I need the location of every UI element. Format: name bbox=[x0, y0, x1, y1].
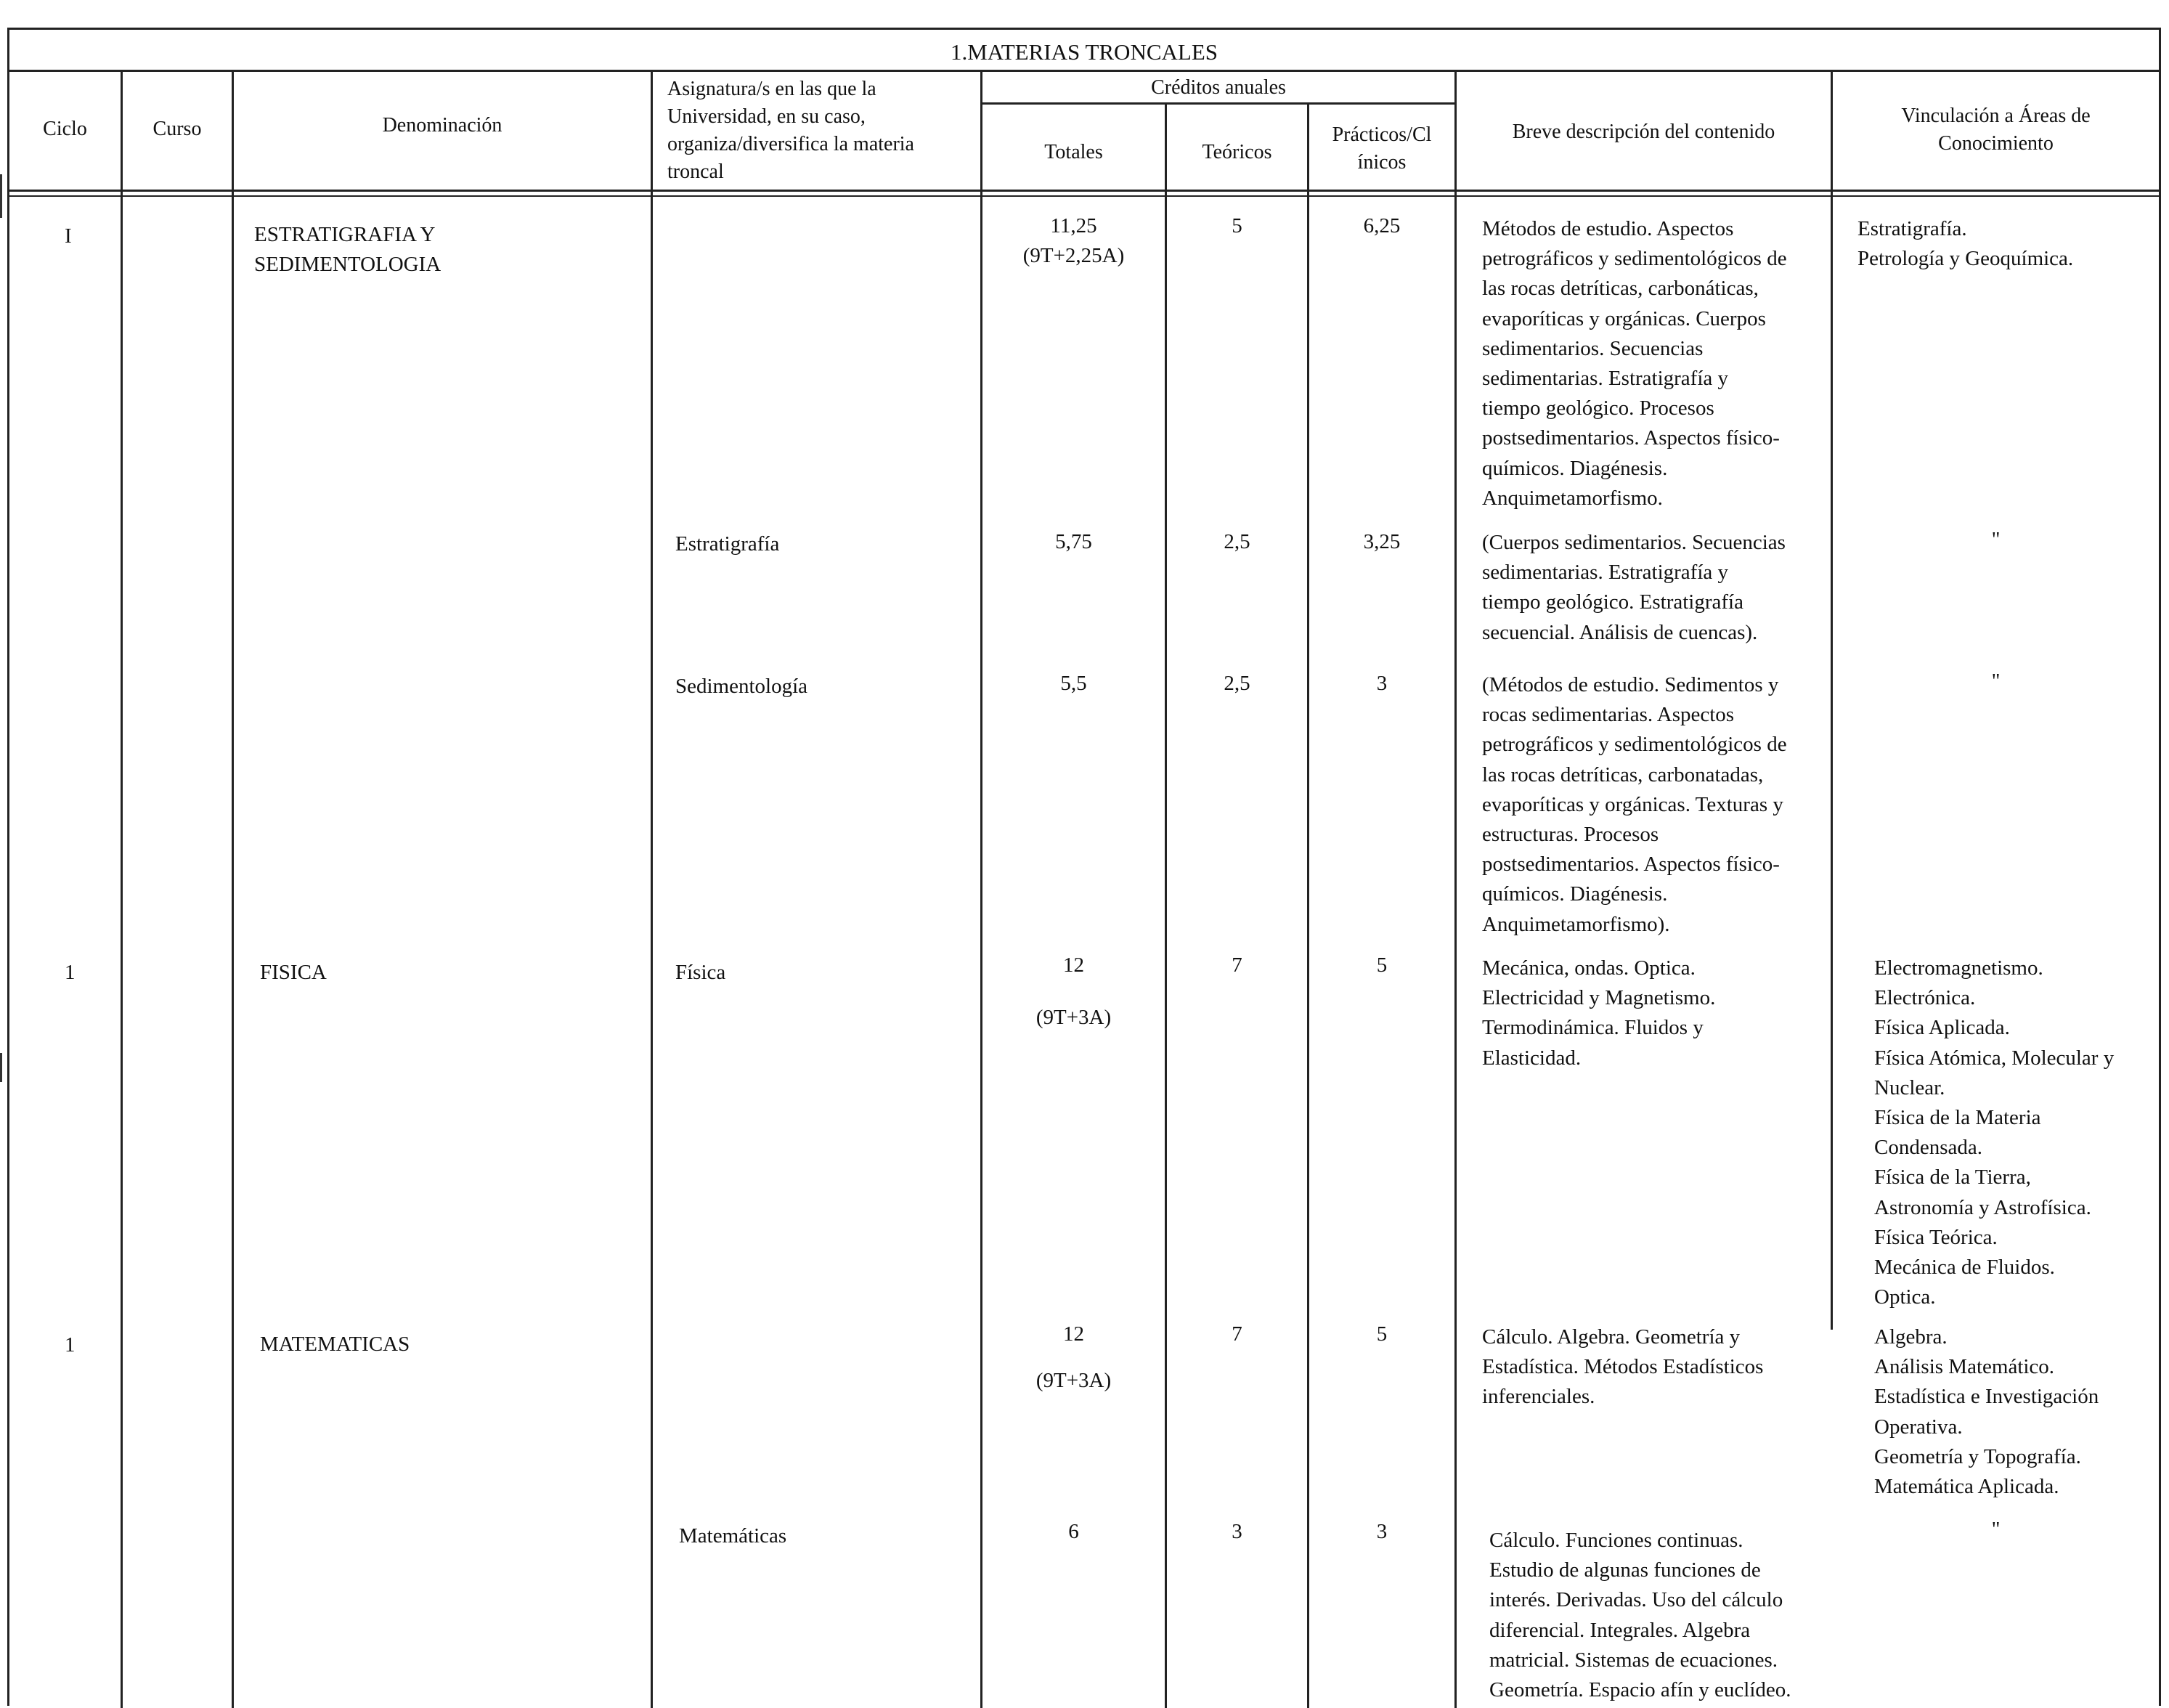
table-frame bbox=[7, 28, 2161, 1706]
cell-practicos: 3,25 bbox=[1363, 530, 1401, 553]
cell-totales-detail: (9T+3A) bbox=[1035, 1006, 1112, 1029]
cell-asignatura: Física bbox=[675, 961, 726, 984]
cell-descripcion: Métodos de estudio. Aspectos petrográficos y sedimentológicos de las rocas detríticas, carbonáticas, evaporíticas y orgánicas. Cuerpos sedimentarios. Secuencias sedimentarias. Estratigrafía y tiempo geológico. Procesos postsedimentarios. Aspectos físico- químicos. Diagénesis. Anquimetamorfismo. bbox=[1482, 217, 1787, 510]
header-ciclo: Ciclo bbox=[43, 118, 87, 140]
cell-vinculacion: Electromagnetismo. Electrónica. Física Aplicada. Física Atómica, Molecular y Nuclear. Física de la Materia Condensada. Física de la Tierra, Astronomía y Astrofísica. Física Teórica. Mecánica de Fluidos. Optica. bbox=[1874, 956, 2115, 1309]
cell-asignatura: Sedimentología bbox=[675, 675, 808, 698]
col-rule-asignatura bbox=[980, 70, 982, 1708]
cell-descripcion: Mecánica, ondas. Optica. Electricidad y Magnetismo. Termodinámica. Fluidos y Elasticidad. bbox=[1482, 956, 1716, 1070]
col-rule-curso bbox=[232, 70, 234, 1708]
header-creditos: Créditos anuales bbox=[1151, 76, 1286, 99]
header-descripcion: Breve descripción del contenido bbox=[1512, 121, 1775, 143]
header-totales: Totales bbox=[1044, 141, 1103, 163]
cell-vinculacion: Algebra. Análisis Matemático. Estadística e Investigación Operativa. Geometría y Topografía. Matemática Aplicada. bbox=[1874, 1325, 2099, 1499]
cell-practicos: 3 bbox=[1376, 672, 1388, 695]
cell-teoricos: 7 bbox=[1232, 953, 1242, 977]
cell-practicos: 5 bbox=[1376, 1322, 1388, 1346]
rule-under-header-2 bbox=[9, 195, 2159, 197]
scan-edge-mark bbox=[0, 174, 2, 218]
cell-teoricos: 2,5 bbox=[1224, 530, 1250, 553]
cell-totales: 5,5 bbox=[1060, 672, 1087, 695]
cell-ciclo: I bbox=[65, 224, 72, 248]
cell-totales: 6 bbox=[1068, 1520, 1079, 1543]
cell-denominacion: FISICA bbox=[260, 961, 327, 984]
cell-vinculacion: " bbox=[1991, 528, 2001, 551]
cell-descripcion: Cálculo. Algebra. Geometría y Estadística. Métodos Estadísticos inferenciales. bbox=[1482, 1325, 1764, 1409]
cell-denominacion: MATEMATICAS bbox=[260, 1333, 410, 1356]
header-denominacion: Denominación bbox=[382, 114, 502, 137]
scan-edge-mark bbox=[0, 1053, 2, 1082]
col-rule-teoricos bbox=[1307, 102, 1309, 1708]
col-rule-ciclo bbox=[121, 70, 123, 1708]
cell-descripcion: (Métodos de estudio. Sedimentos y rocas sedimentarias. Aspectos petrográficos y sedimentológicos de las rocas detríticas, carbonatadas, evaporíticas y orgánicas. Texturas y estructuras. Procesos postsedimentarios. Aspectos físico- químicos. Diagénesis. Anquimetamorfismo). bbox=[1482, 673, 1787, 936]
cell-asignatura: Estratigrafía bbox=[675, 532, 780, 556]
cell-totales: 12 bbox=[1063, 1322, 1084, 1346]
rule-under-title bbox=[9, 70, 2159, 72]
cell-denominacion: ESTRATIGRAFIA Y SEDIMENTOLOGIA bbox=[254, 223, 441, 277]
cell-ciclo: 1 bbox=[65, 1333, 76, 1357]
header-vinculacion: Vinculación a Áreas de Conocimiento bbox=[1901, 105, 2091, 155]
cell-teoricos: 7 bbox=[1232, 1322, 1242, 1346]
cell-totales: 5,75 bbox=[1055, 530, 1092, 553]
header-practicos: Prácticos/Cl ínicos bbox=[1332, 123, 1432, 174]
header-teoricos: Teóricos bbox=[1202, 141, 1272, 163]
col-rule-practicos bbox=[1454, 70, 1457, 1708]
cell-teoricos: 5 bbox=[1232, 214, 1242, 237]
cell-practicos: 5 bbox=[1376, 953, 1388, 977]
cell-vinculacion: Estratigrafía. Petrología y Geoquímica. bbox=[1857, 217, 2074, 271]
cell-totales: 11,25 (9T+2,25A) bbox=[1022, 214, 1125, 268]
cell-teoricos: 2,5 bbox=[1224, 672, 1250, 695]
cell-vinculacion: " bbox=[1991, 1518, 2001, 1541]
header-curso: Curso bbox=[152, 118, 202, 140]
cell-ciclo: 1 bbox=[65, 961, 76, 984]
cell-totales-detail: (9T+3A) bbox=[1035, 1369, 1112, 1392]
rule-under-header bbox=[9, 190, 2159, 192]
col-rule-totales bbox=[1165, 102, 1167, 1708]
rule-under-creditos bbox=[980, 102, 1457, 105]
cell-descripcion: (Cuerpos sedimentarios. Secuencias sedimentarias. Estratigrafía y tiempo geológico. Estratigrafía secuencial. Análisis de cuencas). bbox=[1482, 531, 1786, 644]
cell-descripcion: Cálculo. Funciones continuas. Estudio de algunas funciones de interés. Derivadas. Uso del cálculo diferencial. Integrales. Algebra matricial. Sistemas de ecuaciones. Geometría. Espacio afín y euclídeo. bbox=[1489, 1529, 1791, 1702]
col-rule-denominacion bbox=[651, 70, 653, 1708]
table-title: 1.MATERIAS TRONCALES bbox=[950, 39, 1218, 65]
cell-practicos: 3 bbox=[1376, 1520, 1388, 1543]
cell-teoricos: 3 bbox=[1232, 1520, 1242, 1543]
cell-practicos: 6,25 bbox=[1363, 214, 1401, 237]
header-asignatura: Asignatura/s en las que la Universidad, en su caso, organiza/diversifica la materia troncal bbox=[667, 78, 914, 183]
cell-vinculacion: " bbox=[1991, 670, 2001, 693]
cell-asignatura: Matemáticas bbox=[679, 1524, 787, 1548]
col-rule-descripcion bbox=[1831, 70, 1833, 1330]
cell-totales: 12 bbox=[1063, 953, 1084, 977]
